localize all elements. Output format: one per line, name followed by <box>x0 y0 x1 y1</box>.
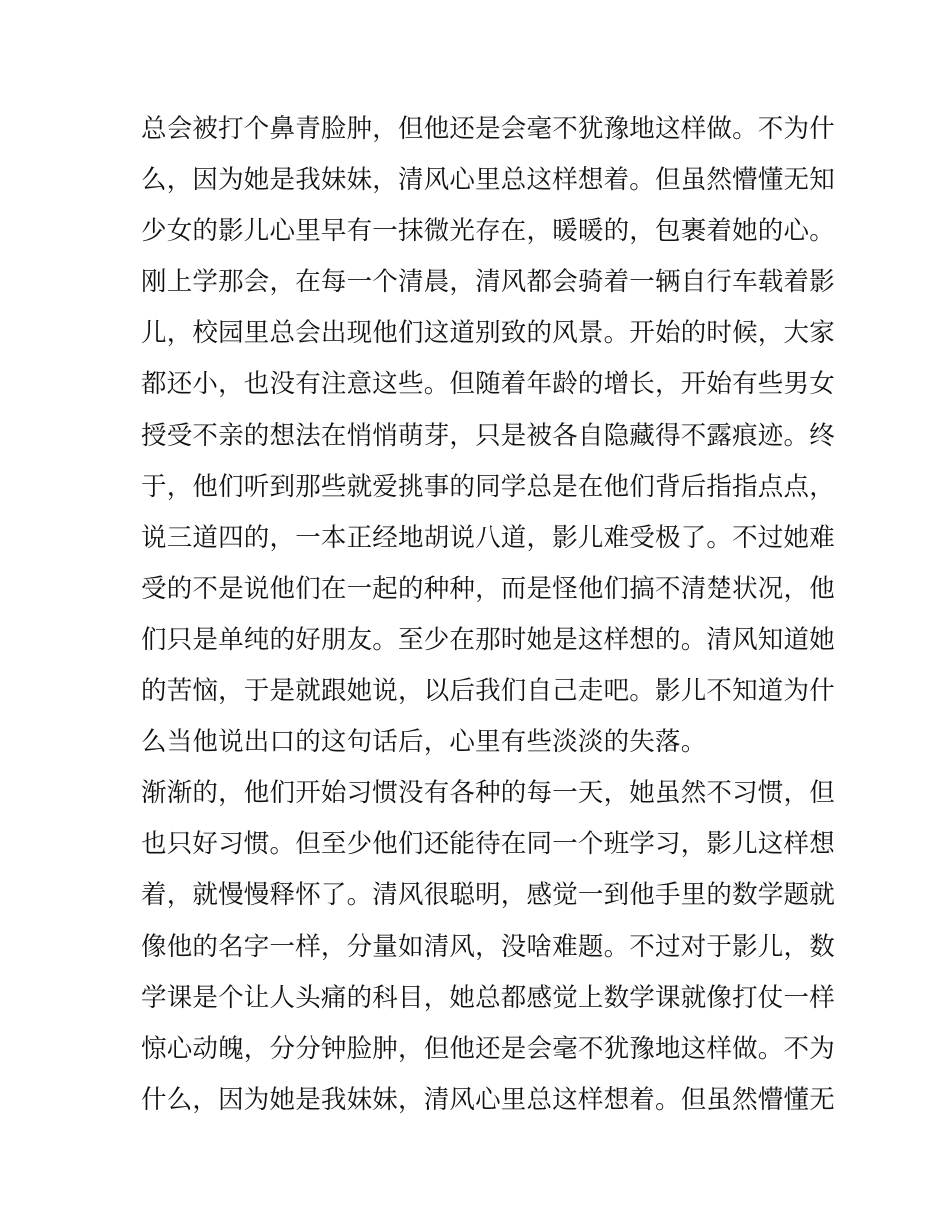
body-text <box>141 104 835 1126</box>
text-line: 总会被打个鼻青脸肿，但他还是会毫不犹豫地这样做。不为什 <box>141 114 835 144</box>
text-line: 说三道四的，一本正经地胡说八道，影儿难受极了。不过她难 <box>141 522 835 553</box>
text-line: 也只好习惯。但至少他们还能待在同一个班学习，影儿这样想 <box>141 829 835 860</box>
text-line: 么，因为她是我妹妹，清风心里总这样想着。但虽然懵懂无知 <box>141 165 835 196</box>
text-line: 么当他说出口的这句话后，心里有些淡淡的失落。 <box>141 727 707 758</box>
text-line: 的苦恼，于是就跟她说，以后我们自己走吧。影儿不知道为什 <box>141 676 835 707</box>
text-line: 学课是个让人头痛的科目，她总都感觉上数学课就像打仗一样 <box>141 982 835 1013</box>
text-line: 少女的影儿心里早有一抹微光存在，暖暖的，包裹着她的心。 <box>141 216 835 247</box>
text-line: 们只是单纯的好朋友。至少在那时她是这样想的。清风知道她 <box>141 624 835 655</box>
text-line: 儿，校园里总会出现他们这道别致的风景。开始的时候，大家 <box>141 318 835 349</box>
text-line: 于，他们听到那些就爱挑事的同学总是在他们背后指指点点， <box>141 471 835 502</box>
text-line: 惊心动魄，分分钟脸肿，但他还是会毫不犹豫地这样做。不为 <box>141 1033 835 1064</box>
text-line: 着，就慢慢释怀了。清风很聪明，感觉一到他手里的数学题就 <box>141 880 835 911</box>
text-line: 像他的名字一样，分量如清风，没啥难题。不过对于影儿，数 <box>141 931 835 962</box>
text-line: 什么，因为她是我妹妹，清风心里总这样想着。但虽然懵懂无 <box>141 1084 835 1115</box>
text-line: 刚上学那会，在每一个清晨，清风都会骑着一辆自行车载着影 <box>141 267 835 298</box>
text-line: 授受不亲的想法在悄悄萌芽，只是被各自隐藏得不露痕迹。终 <box>141 420 835 451</box>
text-line: 都还小，也没有注意这些。但随着年龄的增长，开始有些男女 <box>141 369 835 400</box>
text-line: 受的不是说他们在一起的种种，而是怪他们搞不清楚状况，他 <box>141 573 835 604</box>
text-line: 渐渐的，他们开始习惯没有各种的每一天，她虽然不习惯，但 <box>141 778 835 809</box>
